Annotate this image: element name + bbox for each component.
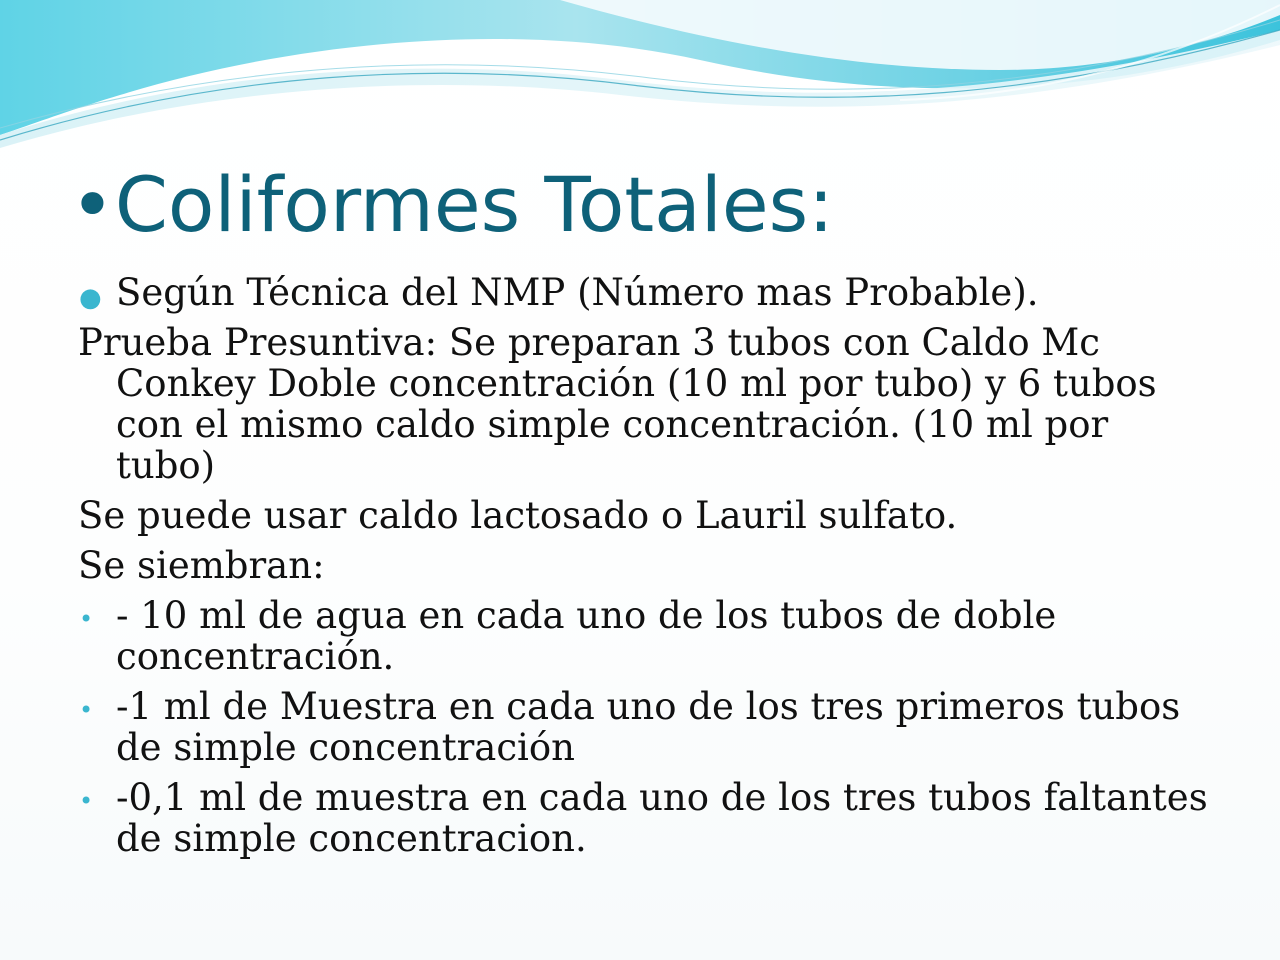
slide-title-text: Coliformes Totales: xyxy=(114,160,834,249)
paragraph-text: - 10 ml de agua en cada uno de los tubos de doble concentración. xyxy=(116,594,1057,678)
paragraph-text: Se puede usar caldo lactosado o Lauril sulfato. xyxy=(78,494,958,537)
paragraph-nmp xyxy=(0,272,1280,313)
title-bullet-icon: • xyxy=(70,160,115,249)
bullet-icon: • xyxy=(79,787,94,815)
paragraph-text: Se siembran: xyxy=(78,544,325,587)
paragraph-prueba-presuntiva xyxy=(0,322,1280,486)
list-item-1ml xyxy=(0,686,1280,768)
decorative-wave xyxy=(0,0,1280,150)
paragraph-text: Prueba Presuntiva: Se preparan 3 tubos con Caldo Mc Conkey Doble concentración (10 ml por tubo) y 6 tubos con el mismo caldo simple concentración. (10 ml por tubo) xyxy=(78,321,1157,487)
bullet-icon: • xyxy=(79,696,94,724)
paragraph-text: Según Técnica del NMP (Número mas Probable). xyxy=(116,271,1039,314)
paragraph-caldo-lactosado xyxy=(0,495,1280,536)
bullet-icon: • xyxy=(79,605,94,633)
slide-body xyxy=(0,270,1280,859)
list-item-doble xyxy=(0,595,1280,677)
list-item-01ml xyxy=(0,777,1280,859)
paragraph-text: -1 ml de Muestra en cada uno de los tres primeros tubos de simple concentración xyxy=(116,685,1181,769)
paragraph-text: -0,1 ml de muestra en cada uno de los tres tubos faltantes de simple concentracion. xyxy=(116,776,1208,860)
disc-bullet-icon: ● xyxy=(79,283,102,313)
paragraph-se-siembran xyxy=(0,545,1280,586)
slide-title xyxy=(70,160,834,250)
